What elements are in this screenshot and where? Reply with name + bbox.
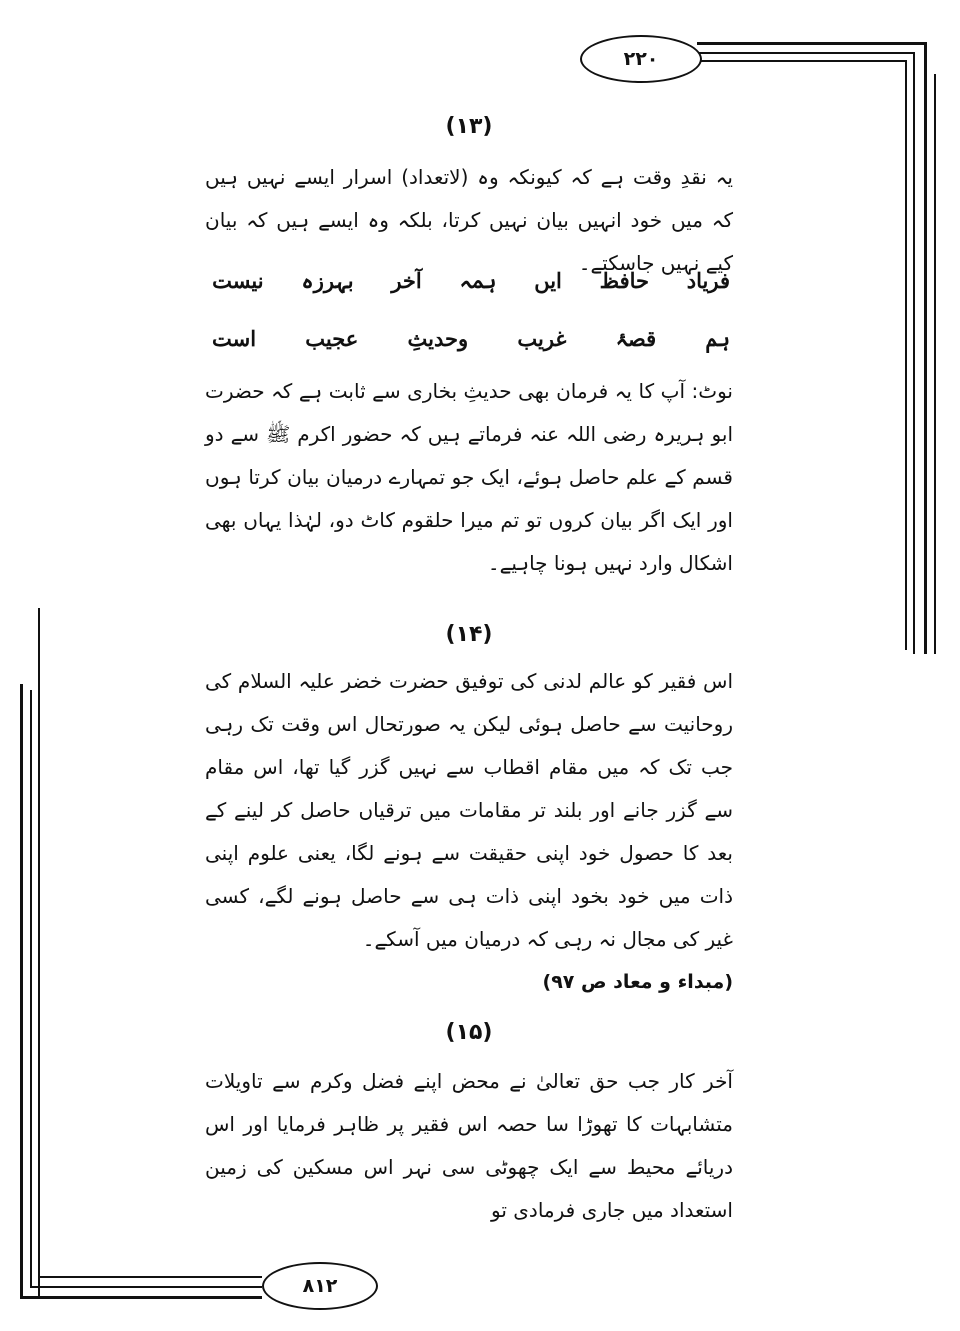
verse-word: عجیب [305, 326, 359, 351]
section-13-note [205, 370, 733, 585]
verse-word: ہم [705, 326, 730, 351]
top-page-number: ۲۲۰ [580, 35, 702, 83]
section-15-body [205, 1060, 733, 1232]
verse-word: بہرزہ [301, 268, 354, 293]
body-paragraph: آخر کار جب حق تعالیٰ نے محض اپنے فضل وکرم سے تاویلات متشابہات کا تھوڑا سا حصہ اس فقیر پر ظاہر فرمایا اور اس دریائے محیط سے ایک چھوٹی سی نہر اس مسکین کی زمین استعداد میں جاری فرمادی تو [205, 1069, 733, 1222]
section-14-body [205, 660, 733, 1004]
verse-word: ایں [534, 268, 562, 293]
persian-verse-line-2 [212, 326, 730, 351]
section-heading-13: (۱۳) [445, 114, 493, 139]
section-heading-15: (۱۵) [445, 1020, 493, 1045]
body-paragraph: اس فقیر کو عالم لدنی کی توفیق حضرت خضر علیہ السلام کی روحانیت سے حاصل ہوئی لیکن یہ صورتحال اس وقت تک رہی جب تک کہ میں مقام اقطاب سے نہیں گزر گیا تھا، اس مقام سے گزر جانے اور بلند تر مقامات میں ترقیاں حاصل کر لینے کے بعد کا حصول خود اپنی حقیقت سے ہونے لگا، یعنی علوم اپنی ذات میں خود بخود اپنی ذات ہی سے حاصل ہونے لگے، کسی غیر کی مجال نہ رہی کہ درمیان میں آسکے۔ [205, 669, 733, 951]
bottom-page-number: ۸۱۲ [262, 1262, 378, 1310]
verse-word: قصۂ [615, 326, 657, 351]
verse-word: فریاد [686, 268, 730, 293]
intro-paragraph: یہ نقدِ وقت ہے کہ کیونکہ وہ (لاتعداد) اسرار ایسے نہیں ہیں کہ میں خود انہیں بیان نہیں کرتا، بلکہ وہ ایسے ہیں کہ بیان کیے نہیں جاسکتے۔ [205, 165, 733, 275]
verse-word: وحدیثِ [407, 326, 469, 351]
section-13-intro [205, 156, 733, 285]
verse-word: آخر [391, 268, 422, 293]
note-paragraph: نوٹ: آپ کا یہ فرمان بھی حدیثِ بخاری سے ثابت ہے کہ حضرت ابو ہریرہ رضی اللہ عنہ فرماتے ہیں کہ حضور اکرم ﷺ سے دو قسم کے علم حاصل ہوئے، ایک جو تمہارے درمیان بیان کرتا ہوں اور ایک اگر بیان کروں تو تم میرا حلقوم کاٹ دو، لہٰذا یہاں بھی اشکال وارد نہیں ہونا چاہیے۔ [205, 379, 733, 575]
verse-word: نیست [212, 268, 264, 293]
section-heading-14: (۱۴) [445, 622, 493, 647]
verse-word: است [212, 326, 257, 351]
source-reference: (مبداء و معاد ص ۹۷) [542, 971, 733, 993]
persian-verse-line-1 [212, 268, 730, 293]
verse-word: غریب [517, 326, 567, 351]
verse-word: ہمہ [459, 268, 497, 293]
verse-word: حافظ [599, 268, 649, 293]
